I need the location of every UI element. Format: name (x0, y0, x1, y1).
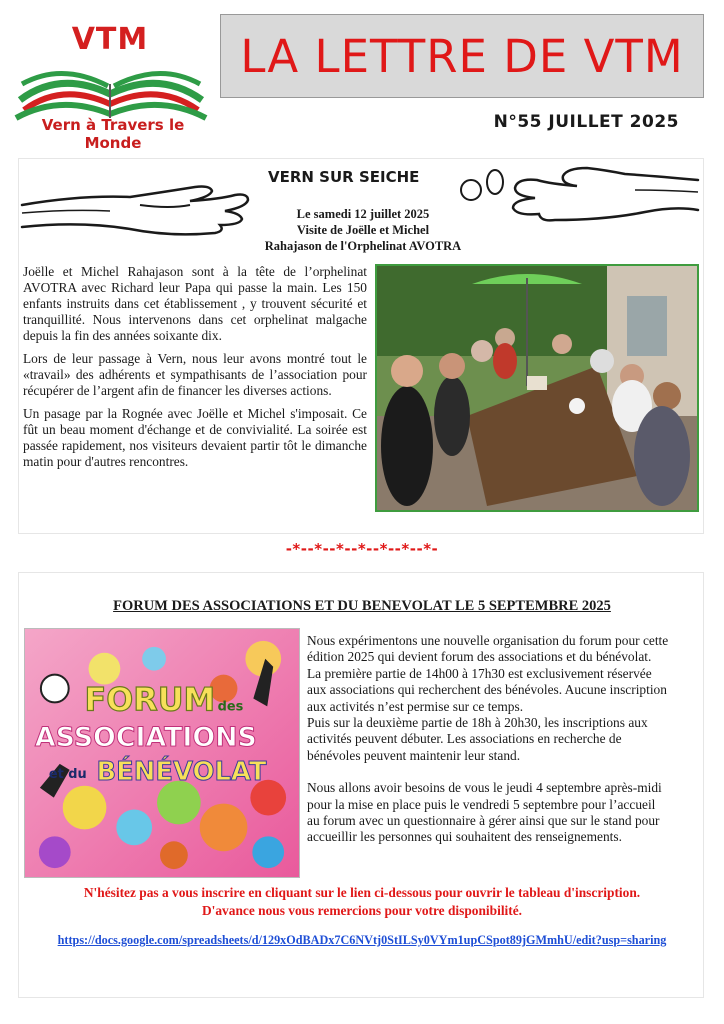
text-line: accueillir les personnes qui souhaitent des renseignements. (307, 829, 622, 845)
subtitle-line: Visite de Joëlle et Michel (296, 223, 430, 237)
text-line: Puis sur la deuxième partie de 18h à 20h30, les inscriptions aux (307, 715, 648, 731)
poster-des-text: des (217, 699, 244, 715)
text-line: aux activités n’est permise sur ce temps. (307, 698, 524, 714)
logo-tagline: Vern à Travers le Monde (41, 116, 185, 152)
forum-poster-image (24, 628, 300, 878)
text-line: bénévoles peuvent maintenir leur stand. (307, 747, 521, 763)
poster-associations-text: ASSOCIATIONS (34, 722, 257, 754)
cta-line: D'avance nous vous remercions pour votre disponibilité. (201, 903, 523, 918)
text-line: activités peuvent débuter. Les associations en recherche de (307, 731, 622, 747)
text-line: pour la mise en place puis le vendredi 5 septembre pour l’accueil (307, 796, 656, 812)
section-separator: -*--*--*--*--*--*--*- (285, 540, 439, 558)
newsletter-title-box (220, 14, 704, 98)
text-line: Nous allons avoir besoins de vous le jeudi 4 septembre après-midi (307, 780, 662, 796)
poster-benevolat-text: BÉNÉVOLAT (96, 756, 267, 787)
hand-left-icon (20, 165, 260, 240)
text-line: édition 2025 qui devient forum des associations et du bénévolat. (307, 649, 652, 665)
issue-number: N°55 JUILLET 2025 (493, 112, 679, 132)
section-body-forum (307, 633, 701, 846)
paragraph: Joëlle et Michel Rahajason sont à la tête de l’orphelinat AVOTRA avec Richard leur Papa qui passe la main. Les 150 enfants instruits dans cet établissement , y trouvent sécurité et tranquillité. Nous intervenons dans cet orphelinat malgache depuis la fin des années soixante dix. (23, 264, 367, 343)
text-line: La première partie de 14h00 à 17h30 est exclusivement réservée (307, 665, 652, 681)
paragraph: Un pasage par la Rognée avec Joëlle et Michel s'imposait. Ce fût un beau moment d'échange et de convivialité. La soirée est passée rapidement, nos visiteurs devaient partir tôt le dimanche matin pour d'autres rencontres. (23, 406, 367, 469)
text-line: au forum avec un questionnaire à gérer ainsi que sur le stand pour (307, 813, 660, 829)
logo-title: VTM (71, 22, 149, 57)
text-line: aux associations qui recherchent des bénévoles. Aucune inscription (307, 682, 667, 698)
paragraph: Lors de leur passage à Vern, nous leur avons montré tout le «travail» des adhérents et sympathisants de l’association pour récupérer de l’argent afin de financer les diverses actions. (23, 351, 367, 398)
newsletter-title: LA LETTRE DE VTM (240, 29, 684, 83)
subtitle-line: Rahajason de l'Orphelinat AVOTRA (264, 239, 462, 253)
cta-line: N'hésitez pas a vous inscrire en cliquant sur le lien ci-dessous pour ouvrir le tableau d'inscription. (83, 885, 641, 900)
section-title-vern: VERN SUR SEICHE (268, 168, 420, 186)
section-body-vern (23, 264, 367, 477)
text-line: Nous expérimentons une nouvelle organisation du forum pour cette (307, 633, 669, 648)
section-subtitle (230, 206, 496, 254)
subtitle-line: Le samedi 12 juillet 2025 (296, 207, 430, 221)
poster-etdu-text: et du (48, 766, 87, 782)
poster-forum-text: FORUM (84, 682, 216, 719)
section-title-forum: FORUM DES ASSOCIATIONS ET DU BENEVOLAT LE 5 SEPTEMBRE 2025 (113, 598, 611, 614)
call-to-action (20, 884, 704, 920)
group-photo (375, 264, 699, 512)
signup-sheet-link[interactable]: https://docs.google.com/spreadsheets/d/129xOdBADx7C6NVtj0StILSy0VYm1upCSpot89jGMmhU/edit?usp=sharing (57, 933, 667, 947)
